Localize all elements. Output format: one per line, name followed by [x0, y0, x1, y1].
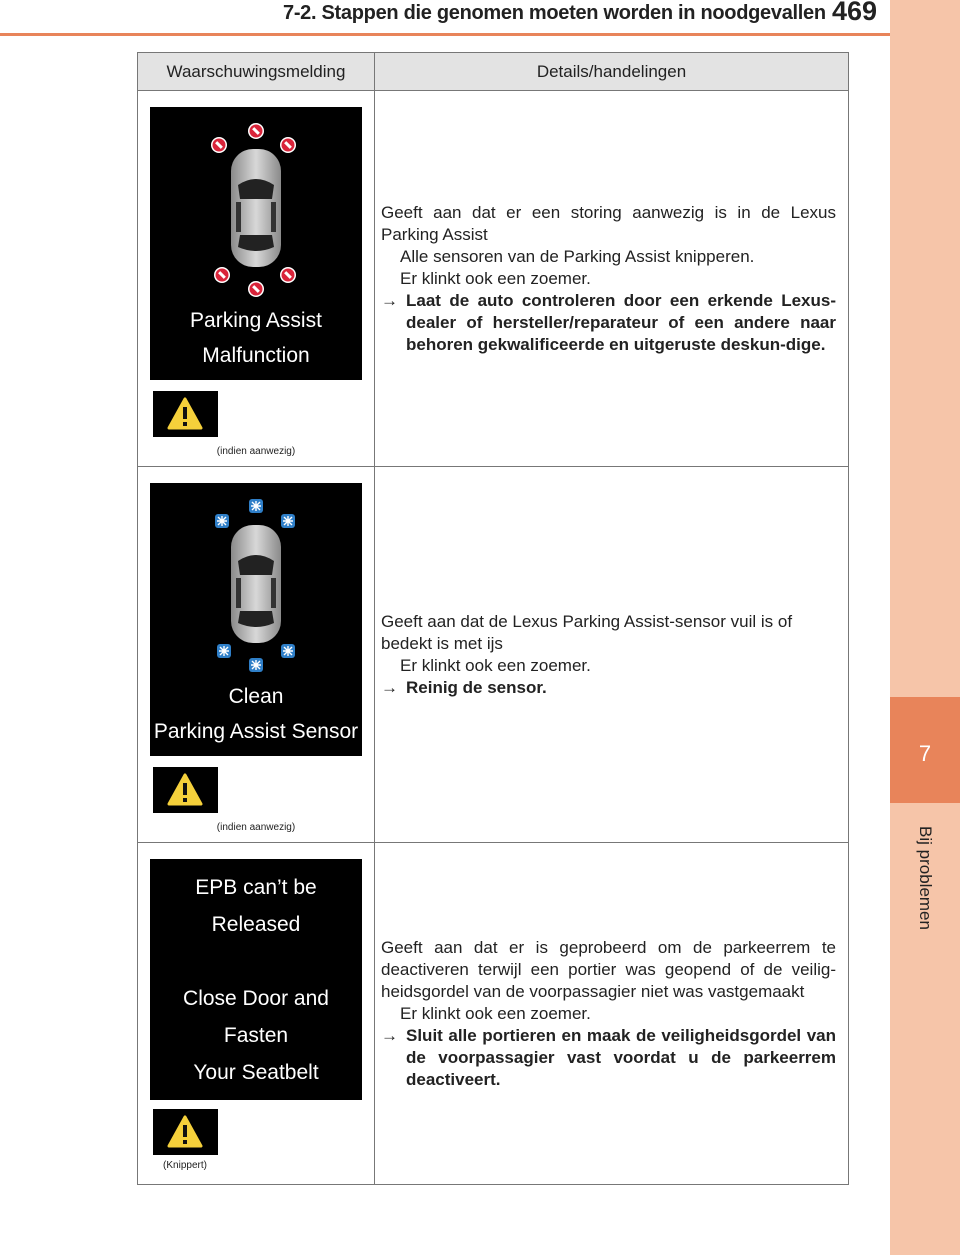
action-line	[381, 1025, 836, 1091]
warning-cell	[138, 467, 375, 843]
action-text: Sluit alle portieren en maak de veiligheidsgordel van de voorpassagier vast voordat u de parkeerrem deactiveert.	[406, 1025, 836, 1089]
description: Geeft aan dat er een storing aanwezig is in de Lexus Parking Assist	[381, 202, 836, 244]
display-message	[150, 303, 362, 373]
chapter-sidebar	[890, 0, 960, 1255]
availability-note: (indien aanwezig)	[216, 822, 296, 833]
warning-triangle-icon	[153, 1109, 218, 1155]
table-row	[138, 843, 849, 1185]
chapter-label: Bij problemen	[916, 826, 935, 930]
blink-note: (Knippert)	[163, 1160, 207, 1171]
header-rule	[0, 33, 890, 36]
details-cell	[375, 843, 849, 1185]
arrow-icon: →	[381, 290, 398, 310]
display-line: Close Door and	[183, 987, 329, 1010]
action-line	[381, 677, 836, 699]
warning-triangle-icon	[153, 391, 218, 437]
details-cell	[375, 467, 849, 843]
action-text: Reinig de sensor.	[406, 677, 547, 697]
display-screen	[150, 107, 362, 380]
display-message	[150, 679, 362, 749]
table-row	[138, 91, 849, 467]
table-row	[138, 467, 849, 843]
display-line: Clean	[228, 685, 284, 708]
display-line: Your Seatbelt	[193, 1061, 319, 1084]
display-line: Malfunction	[202, 344, 310, 367]
arrow-icon: →	[381, 1025, 398, 1045]
section-title: 7-2. Stappen die genomen moeten worden in noodgevallen	[283, 2, 826, 24]
detail-line: Er klinkt ook een zoemer.	[400, 655, 591, 675]
availability-note: (indien aanwezig)	[216, 446, 296, 457]
action-text: Laat de auto controleren door een erkende Lexus-dealer of hersteller/reparateur of een andere naar behoren gekwalificeerde en uitgeruste deskun-dige.	[406, 290, 836, 354]
chapter-number: 7	[918, 741, 932, 766]
display-line: Fasten	[223, 1024, 289, 1047]
column-header-details: Details/handelingen	[375, 53, 849, 91]
display-line: Parking Assist	[190, 309, 322, 332]
warning-cell	[138, 843, 375, 1185]
page-number: 469	[832, 0, 878, 26]
display-screen	[150, 483, 362, 756]
detail-line: Alle sensoren van de Parking Assist knipperen.	[400, 246, 755, 266]
display-line: Released	[211, 913, 301, 936]
detail-line: Er klinkt ook een zoemer.	[400, 268, 591, 288]
detail-line: Er klinkt ook een zoemer.	[400, 1003, 591, 1023]
arrow-icon: →	[381, 677, 398, 697]
car-top-view-icon	[150, 483, 362, 683]
warning-triangle-icon	[153, 767, 218, 813]
description: Geeft aan dat er is geprobeerd om de parkeerrem te deactiveren terwijl een portier was geopend of de veilig-heidsgordel van de voorpassagier niet was vastgemaakt	[381, 937, 836, 1001]
description: Geeft aan dat de Lexus Parking Assist-sensor vuil is of bedekt is met ijs	[381, 611, 793, 653]
display-line: EPB can’t be	[195, 876, 317, 899]
display-message	[150, 869, 362, 1091]
page-header	[0, 0, 890, 40]
action-line	[381, 290, 836, 356]
warning-table	[137, 52, 849, 1185]
warning-cell	[138, 91, 375, 467]
column-header-warning: Waarschuwingsmelding	[138, 53, 375, 91]
display-screen	[150, 859, 362, 1100]
display-line	[150, 943, 362, 980]
display-line: Parking Assist Sensor	[153, 720, 359, 743]
chapter-tab[interactable]	[890, 697, 960, 803]
details-cell	[375, 91, 849, 467]
car-top-view-icon	[150, 107, 362, 307]
